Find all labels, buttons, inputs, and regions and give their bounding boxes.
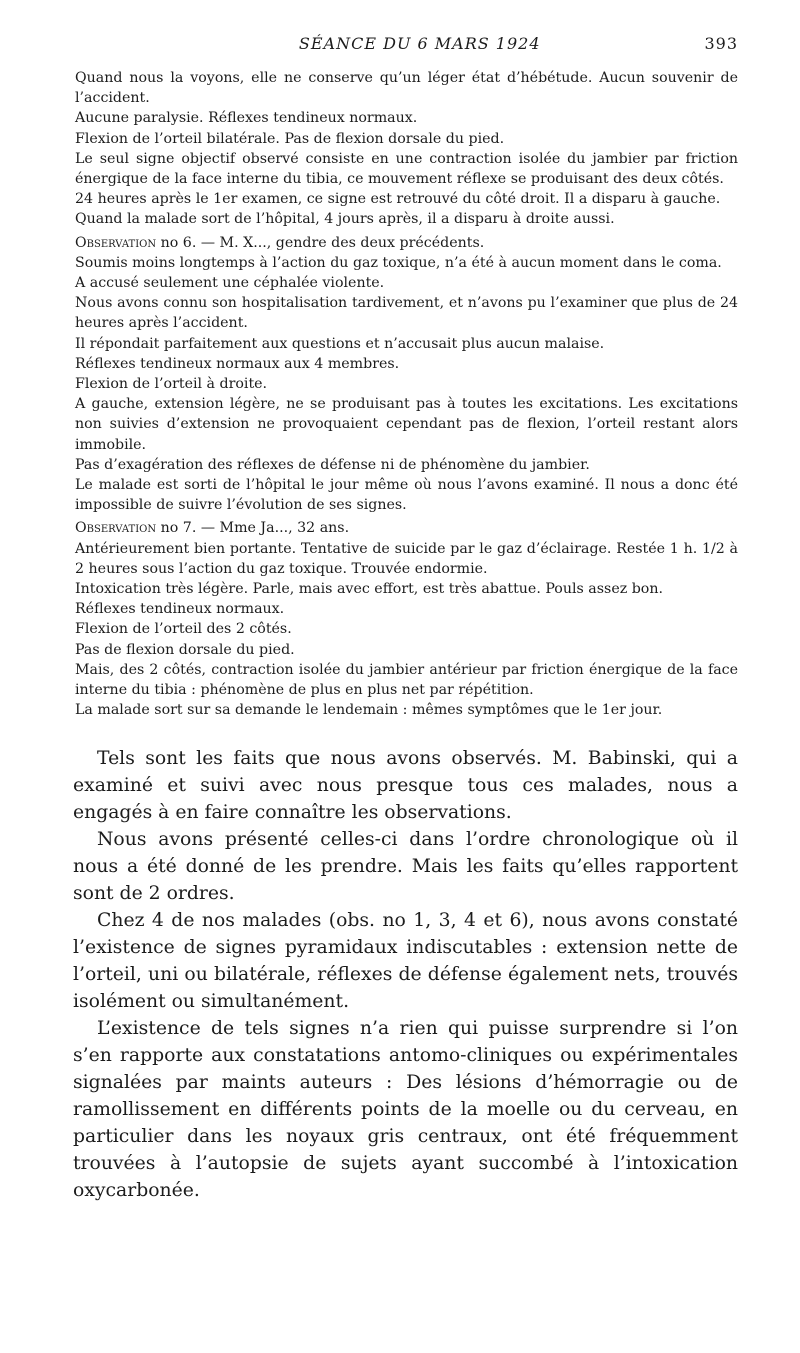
running-title: SÉANCE DU 6 MARS 1924 bbox=[298, 34, 541, 53]
paragraph: Pas de flexion dorsale du pied. bbox=[75, 641, 295, 658]
paragraph: 24 heures après le 1er examen, ce signe est retrouvé du côté droit. Il a disparu à gauche. bbox=[75, 191, 721, 208]
observation-7-heading bbox=[75, 518, 738, 538]
observation-subject: — M. X..., gendre des deux précédents. bbox=[196, 234, 485, 251]
paragraph: La malade sort sur sa demande le lendemain : mêmes symptômes que le 1er jour. bbox=[75, 702, 663, 719]
paragraph: Réflexes tendineux normaux aux 4 membres. bbox=[75, 355, 400, 372]
observation-label: Observation bbox=[75, 520, 157, 537]
paragraph: Nous avons connu son hospitalisation tardivement, et n’avons pu l’examiner que plus de 24 heures après l’accident. bbox=[75, 295, 738, 332]
paragraph: Soumis moins longtemps à l’action du gaz toxique, n’a été à aucun moment dans le coma. bbox=[75, 254, 722, 271]
paragraph: Réflexes tendineux normaux. bbox=[75, 601, 285, 618]
paragraph: A accusé seulement une céphalée violente. bbox=[75, 275, 385, 292]
paragraph: Il répondait parfaitement aux questions et n’accusait plus aucun malaise. bbox=[75, 335, 605, 352]
paragraph: Le malade est sorti de l’hôpital le jour même où nous l’avons examiné. Il nous a donc été impossible de suivre l’évolution de ses signes. bbox=[75, 477, 738, 514]
paragraph: L’existence de tels signes n’a rien qui puisse surprendre si l’on s’en rapporte aux constatations antomo-cliniques ou expérimentales signalées par maints auteurs : Des lésions d’hémorragie ou de ramollissement en différents points de la moelle ou du cerveau, en particulier dans les noyaux gris centraux, ont été fréquemment trouvées à l’autopsie de sujets ayant succombé à l’intoxication oxycarbonée. bbox=[73, 1017, 738, 1201]
paragraph: Flexion de l’orteil bilatérale. Pas de flexion dorsale du pied. bbox=[75, 130, 505, 147]
page-number: 393 bbox=[704, 34, 738, 53]
case-notes bbox=[75, 68, 738, 721]
paragraph: Chez 4 de nos malades (obs. no 1, 3, 4 et 6), nous avons constaté l’existence de signes pyramidaux indiscutables : extension nette de l’orteil, uni ou bilatérale, réflexes de défense également nets, trouvés isolément ou simultanément. bbox=[73, 909, 738, 1012]
paragraph: Intoxication très légère. Parle, mais avec effort, est très abattue. Pouls assez bon. bbox=[75, 581, 663, 598]
paragraph: Flexion de l’orteil à droite. bbox=[75, 376, 268, 393]
paragraph: Pas d’exagération des réflexes de défense ni de phénomène du jambier. bbox=[75, 456, 590, 473]
paragraph: Quand la malade sort de l’hôpital, 4 jours après, il a disparu à droite aussi. bbox=[75, 211, 615, 228]
observation-number: no 7. bbox=[160, 520, 197, 537]
paragraph: A gauche, extension légère, ne se produisant pas à toutes les excitations. Les excitations non suivies d’extension ne provoquaient cependant pas de flexion, l’orteil restant alors immobile. bbox=[75, 396, 738, 453]
observation-label: Observation bbox=[75, 234, 157, 251]
page-header bbox=[75, 34, 738, 64]
paragraph: Antérieurement bien portante. Tentative de suicide par le gaz d’éclairage. Restée 1 h. 1/2 à 2 heures sous l’action du gaz toxique. Trouvée endormie. bbox=[75, 540, 738, 577]
paragraph: Quand nous la voyons, elle ne conserve qu’un léger état d’hébétude. Aucun souvenir de l’accident. bbox=[75, 70, 738, 107]
paragraph: Aucune paralysie. Réflexes tendineux normaux. bbox=[75, 110, 418, 127]
discussion-text bbox=[75, 745, 738, 1204]
paragraph: Tels sont les faits que nous avons observés. M. Babinski, qui a examiné et suivi avec nous presque tous ces malades, nous a engagés à en faire connaître les observations. bbox=[73, 747, 738, 823]
observation-6-heading bbox=[75, 233, 738, 253]
paragraph: Nous avons présenté celles-ci dans l’ordre chronologique où il nous a été donné de les prendre. Mais les faits qu’elles rapportent sont de 2 ordres. bbox=[73, 828, 738, 904]
observation-subject: — Mme Ja..., 32 ans. bbox=[196, 520, 350, 537]
paragraph: Flexion de l’orteil des 2 côtés. bbox=[75, 621, 292, 638]
paragraph: Mais, des 2 côtés, contraction isolée du jambier antérieur par friction énergique de la face interne du tibia : phénomène de plus en plus net par répétition. bbox=[75, 661, 738, 699]
observation-number: no 6. bbox=[160, 234, 197, 251]
paragraph: Le seul signe objectif observé consiste en une contraction isolée du jambier par friction énergique de la face interne du tibia, ce mouvement réflexe se produisant des deux côtés. bbox=[75, 150, 738, 188]
